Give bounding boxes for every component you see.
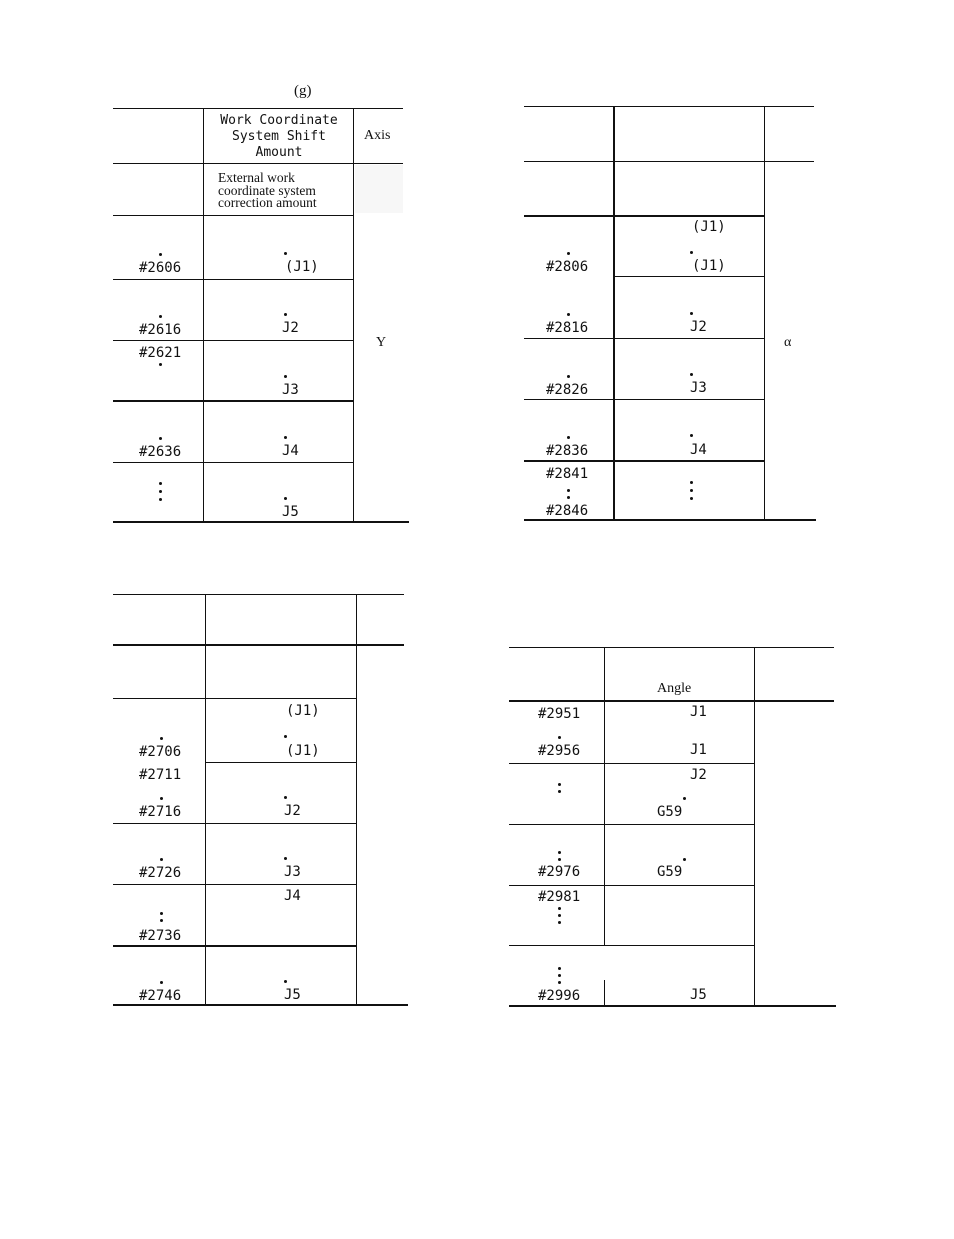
table-row-var: #2836	[546, 443, 589, 459]
table-row-val: J3	[690, 380, 707, 396]
table-row-var: #2616	[139, 322, 182, 338]
table-row-val: J3	[284, 864, 301, 880]
figure-caption: (g)	[294, 83, 312, 99]
table-row-var: #2736	[139, 928, 182, 944]
table-row-val: G59	[657, 804, 683, 820]
table-row-var: #2806	[546, 259, 589, 275]
table-row-val: (J1)	[285, 259, 319, 275]
axis-value: α	[784, 335, 792, 350]
table-row-val: J4	[282, 443, 299, 459]
table-row-var: #2976	[538, 864, 581, 880]
table-row-var-top: #2951	[538, 706, 581, 722]
table-row-val: G59	[657, 864, 683, 880]
axis-value: Y	[376, 335, 387, 350]
table-row-var: #2621	[139, 345, 182, 361]
table-row-val: J2	[282, 320, 299, 336]
table-row-var: #2746	[139, 988, 182, 1004]
table-row-var: #2606	[139, 260, 182, 276]
table-row-val: J2	[690, 319, 707, 335]
table-row-var: #2726	[139, 865, 182, 881]
table-row-val: J5	[690, 987, 707, 1003]
header-external-correction: External work coordinate system correction amount	[218, 170, 317, 210]
table-row-var: #2996	[538, 988, 581, 1004]
table-row-var: #2716	[139, 804, 182, 820]
table-row-val: J1	[690, 742, 707, 758]
table-row-val: J5	[284, 987, 301, 1003]
table-row-val-top: (J1)	[692, 219, 726, 235]
table-row-val-top: J2	[690, 767, 707, 783]
table-row-var: #2636	[139, 444, 182, 460]
table-row-var: #2826	[546, 382, 589, 398]
table-row-val: J5	[282, 504, 299, 520]
table-row-val-top: J4	[284, 888, 301, 904]
header-angle: Angle	[657, 681, 692, 696]
table-row-var-top: #2981	[538, 889, 581, 905]
table-row-var-top: #2711	[139, 767, 182, 783]
header-axis: Axis	[364, 128, 391, 143]
table-row-val: (J1)	[286, 743, 320, 759]
table-row-val: J2	[284, 803, 301, 819]
header-work-coordinate-shift: Work Coordinate System Shift Amount	[220, 113, 338, 160]
table-row-var: #2816	[546, 320, 589, 336]
table-row-var: #2846	[546, 503, 589, 519]
table-row-val-top: J1	[690, 704, 707, 720]
table-row-val: J3	[282, 382, 299, 398]
table-row-var: #2706	[139, 744, 182, 760]
table-row-val: (J1)	[692, 258, 726, 274]
table-row-val-top: (J1)	[286, 703, 320, 719]
table-row-val: J4	[690, 442, 707, 458]
table-row-var-top: #2841	[546, 466, 589, 482]
table-row-var: #2956	[538, 743, 581, 759]
